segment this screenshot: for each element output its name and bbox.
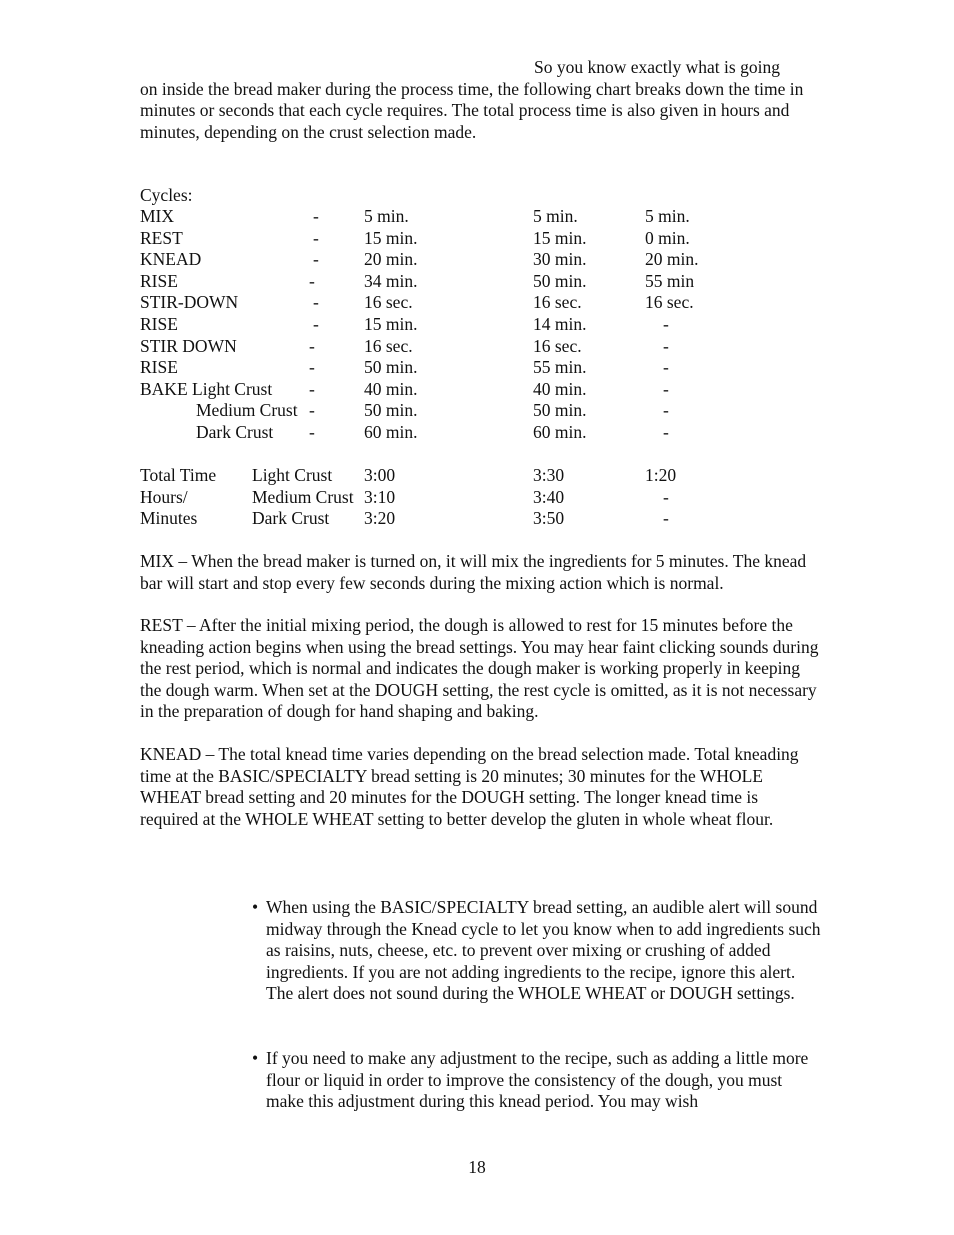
total-label: Minutes	[140, 508, 198, 528]
bullet-text: If you need to make any adjustment to the recipe, such as adding a little more flour or liquid in order to improve the consistency of the dough, you must make this adjustment during this knead period. You may wish	[266, 1048, 809, 1111]
time-col-3: -	[663, 336, 669, 356]
time-col-2: 14 min.	[533, 314, 587, 334]
time-col-3: -	[663, 400, 669, 420]
intro-paragraph	[140, 57, 820, 143]
time-col-3: -	[663, 314, 669, 334]
dash-separator: -	[309, 336, 315, 356]
dash-separator: -	[309, 271, 315, 291]
dash-separator: -	[309, 400, 315, 420]
time-col-2: 40 min.	[533, 379, 587, 399]
crust-name: Dark Crust	[196, 422, 274, 442]
time-col-3: 16 sec.	[645, 292, 694, 312]
dash-separator: -	[309, 357, 315, 377]
dash-separator: -	[313, 292, 319, 312]
total-col-3: 1:20	[645, 465, 677, 485]
cycle-name: RISE	[140, 314, 178, 334]
bullet-text: When using the BASIC/SPECIALTY bread setting, an audible alert will sound midway through the Knead cycle to let you know when to add ingredients such as raisins, nuts, cheese, etc. to prevent over mixing or crushing of added ingredients. If you are not adding ingredients to the recipe, ignore this alert. The alert does not sound during the WHOLE WHEAT or DOUGH settings.	[266, 897, 821, 1003]
total-crust: Dark Crust	[252, 508, 330, 528]
time-col-1: 50 min.	[364, 400, 418, 420]
total-col-2: 3:40	[533, 487, 565, 507]
time-col-3: -	[663, 357, 669, 377]
total-col-1: 3:00	[364, 465, 396, 485]
time-col-3: 55 min	[645, 271, 695, 291]
dash-separator: -	[313, 249, 319, 269]
cycle-name: RISE	[140, 271, 178, 291]
dash-separator: -	[313, 314, 319, 334]
time-col-2: 50 min.	[533, 400, 587, 420]
rest-paragraph: REST – After the initial mixing period, the dough is allowed to rest for 15 minutes before the kneading action begins when using the bread settings. You may hear faint clicking sounds during the rest period, which is normal and indicates the dough maker is working properly in keeping the dough warm. When set at the DOUGH setting, the rest cycle is omitted, as it is not necessary in the preparation of dough for hand shaping and baking.	[140, 615, 819, 721]
cycle-name: BAKE Light Crust	[140, 379, 273, 399]
page-number: 18	[468, 1157, 486, 1177]
time-col-3: 20 min.	[645, 249, 699, 269]
time-col-3: 5 min.	[645, 206, 690, 226]
total-label: Hours/	[140, 487, 188, 507]
cycle-name: MIX	[140, 206, 175, 226]
total-col-3: -	[663, 508, 669, 528]
time-col-1: 20 min.	[364, 249, 418, 269]
time-col-2: 30 min.	[533, 249, 587, 269]
time-col-3: -	[663, 379, 669, 399]
time-col-2: 16 sec.	[533, 336, 582, 356]
time-col-1: 15 min.	[364, 228, 418, 248]
time-col-1: 50 min.	[364, 357, 418, 377]
dash-separator: -	[313, 206, 319, 226]
time-col-2: 5 min.	[533, 206, 578, 226]
intro-text: on inside the bread maker during the process time, the following chart breaks down the time in minutes or seconds that each cycle requires. The total process time is also given in hours and minutes, depending on the crust selection made.	[140, 78, 804, 142]
cycle-name: STIR DOWN	[140, 336, 237, 356]
time-col-2: 15 min.	[533, 228, 587, 248]
time-col-1: 5 min.	[364, 206, 409, 226]
total-crust: Light Crust	[252, 465, 333, 485]
cycle-name: REST	[140, 228, 183, 248]
knead-paragraph: KNEAD – The total knead time varies depending on the bread selection made. Total kneading time at the BASIC/SPECIALTY bread setting is 20 minutes; 30 minutes for the WHOLE WHEAT bread setting and 20 minutes for the DOUGH setting. The longer knead time is required at the WHOLE WHEAT setting to better develop the gluten in whole wheat flour.	[140, 744, 799, 829]
dash-separator: -	[309, 379, 315, 399]
time-col-1: 34 min.	[364, 271, 418, 291]
time-col-1: 60 min.	[364, 422, 418, 442]
intro-first-line: So you know exactly what is going	[534, 57, 780, 77]
time-col-3: -	[663, 422, 669, 442]
bullet-item	[252, 1048, 822, 1113]
total-col-2: 3:30	[533, 465, 565, 485]
total-col-3: -	[663, 487, 669, 507]
cycle-name: RISE	[140, 357, 178, 377]
time-col-2: 55 min.	[533, 357, 587, 377]
total-label: Total Time	[140, 465, 217, 485]
time-col-1: 40 min.	[364, 379, 418, 399]
cycle-name: STIR-DOWN	[140, 292, 239, 312]
total-col-1: 3:10	[364, 487, 396, 507]
dash-separator: -	[313, 228, 319, 248]
time-col-2: 16 sec.	[533, 292, 582, 312]
crust-name: Medium Crust	[196, 400, 298, 420]
time-col-1: 15 min.	[364, 314, 418, 334]
bullet-glyph: •	[252, 1048, 259, 1068]
dash-separator: -	[309, 422, 315, 442]
time-col-2: 50 min.	[533, 271, 587, 291]
mix-paragraph: MIX – When the bread maker is turned on, it will mix the ingredients for 5 minutes. The knead bar will start and stop every few seconds during the mixing action which is normal.	[140, 551, 807, 593]
bullet-item	[252, 897, 822, 1005]
total-col-1: 3:20	[364, 508, 396, 528]
time-col-2: 60 min.	[533, 422, 587, 442]
total-crust: Medium Crust	[252, 487, 354, 507]
time-col-3: 0 min.	[645, 228, 690, 248]
time-col-1: 16 sec.	[364, 292, 413, 312]
time-col-1: 16 sec.	[364, 336, 413, 356]
bullet-glyph: •	[252, 897, 259, 917]
cycles-heading: Cycles:	[140, 185, 193, 205]
cycle-name: KNEAD	[140, 249, 202, 269]
total-col-2: 3:50	[533, 508, 565, 528]
